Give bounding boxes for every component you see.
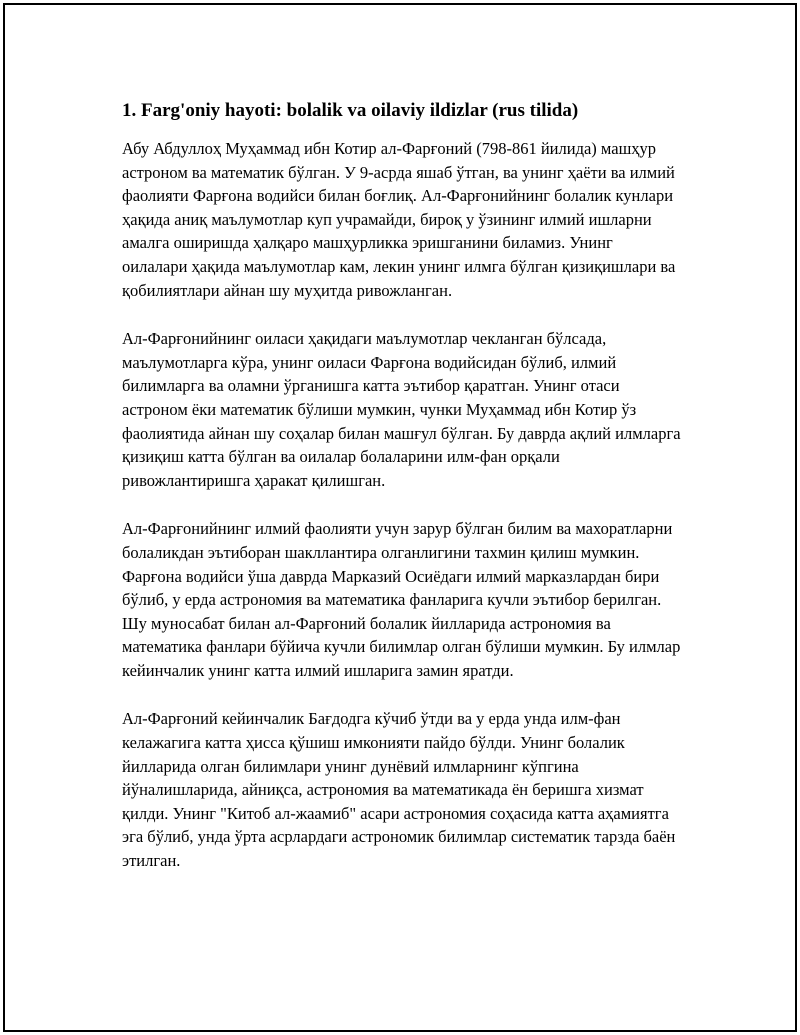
paragraph-3: Ал-Фарғонийнинг илмий фаолияти учун зарур бўлган билим ва махоратларни болаликдан эътиборан шакллантира олганлигини тахмин қилиш мумкин. Фарғона водийси ўша даврда Марказий Осиёдаги илмий марказлардан бири бўлиб, у ерда астрономия ва математика фанларига кучли эътибор берилган. Шу муносабат билан ал-Фарғоний болалик йилларида астрономия ва математика фанлари бўйича кучли билимлар олган бўлиши мумкин. Бу илмлар кейинчалик унинг катта илмий ишларига замин яратди. bbox=[122, 519, 681, 680]
paragraph-2: Ал-Фарғонийнинг оиласи ҳақидаги маълумотлар чекланган бўлсада, маълумотларга кўра, унинг оиласи Фарғона водийсидан бўлиб, илмий билимларга ва оламни ўрганишга катта эътибор қаратган. Унинг отаси астроном ёки математик бўлиши мумкин, чунки Муҳаммад ибн Котир ўз фаолиятида айнан шу соҳалар билан машғул бўлган. Бу даврда ақлий илмларга қизиқиш катта бўлган ва оилалар болаларини илм-фан орқали ривожлантиришга ҳаракат қилишган. bbox=[122, 329, 681, 490]
document-body bbox=[122, 97, 682, 898]
section-heading: 1. Farg'oniy hayoti: bolalik va oilaviy ildizlar (rus tilida) bbox=[122, 100, 579, 121]
paragraph-1: Абу Абдуллоҳ Муҳаммад ибн Котир ал-Фарғоний (798-861 йилида) машҳур астроном ва математик бўлган. У 9-асрда яшаб ўтган, ва унинг ҳаёти ва илмий фаолияти Фарғона водийси билан боғлиқ. Ал-Фарғонийнинг болалик кунлари ҳақида аниқ маълумотлар куп учрамайди, бироқ у ўзининг илмий ишларни амалга оширишда ҳалқаро машҳурликка эришганини биламиз. Унинг оилалари ҳақида маълумотлар кам, лекин унинг илмга бўлган қизиқишлари ва қобилиятлари айнан шу муҳитда ривожланган. bbox=[122, 139, 676, 300]
paragraph-4: Ал-Фарғоний кейинчалик Бағдодга кўчиб ўтди ва у ерда унда илм-фан келажагига катта ҳисса қўшиш имконияти пайдо бўлди. Унинг болалик йилларида олган билимлари унинг дунёвий илмларнинг кўпгина йўналишларида, айниқса, астрономия ва математикада ён беришга хизмат қилди. Унинг "Китоб ал-жаамиб" асари астрономия соҳасида катта аҳамиятга эга бўлиб, унда ўрта асрлардаги астрономик билимлар систематик тарзда баён этилган. bbox=[122, 709, 676, 871]
page-frame bbox=[3, 3, 797, 1032]
